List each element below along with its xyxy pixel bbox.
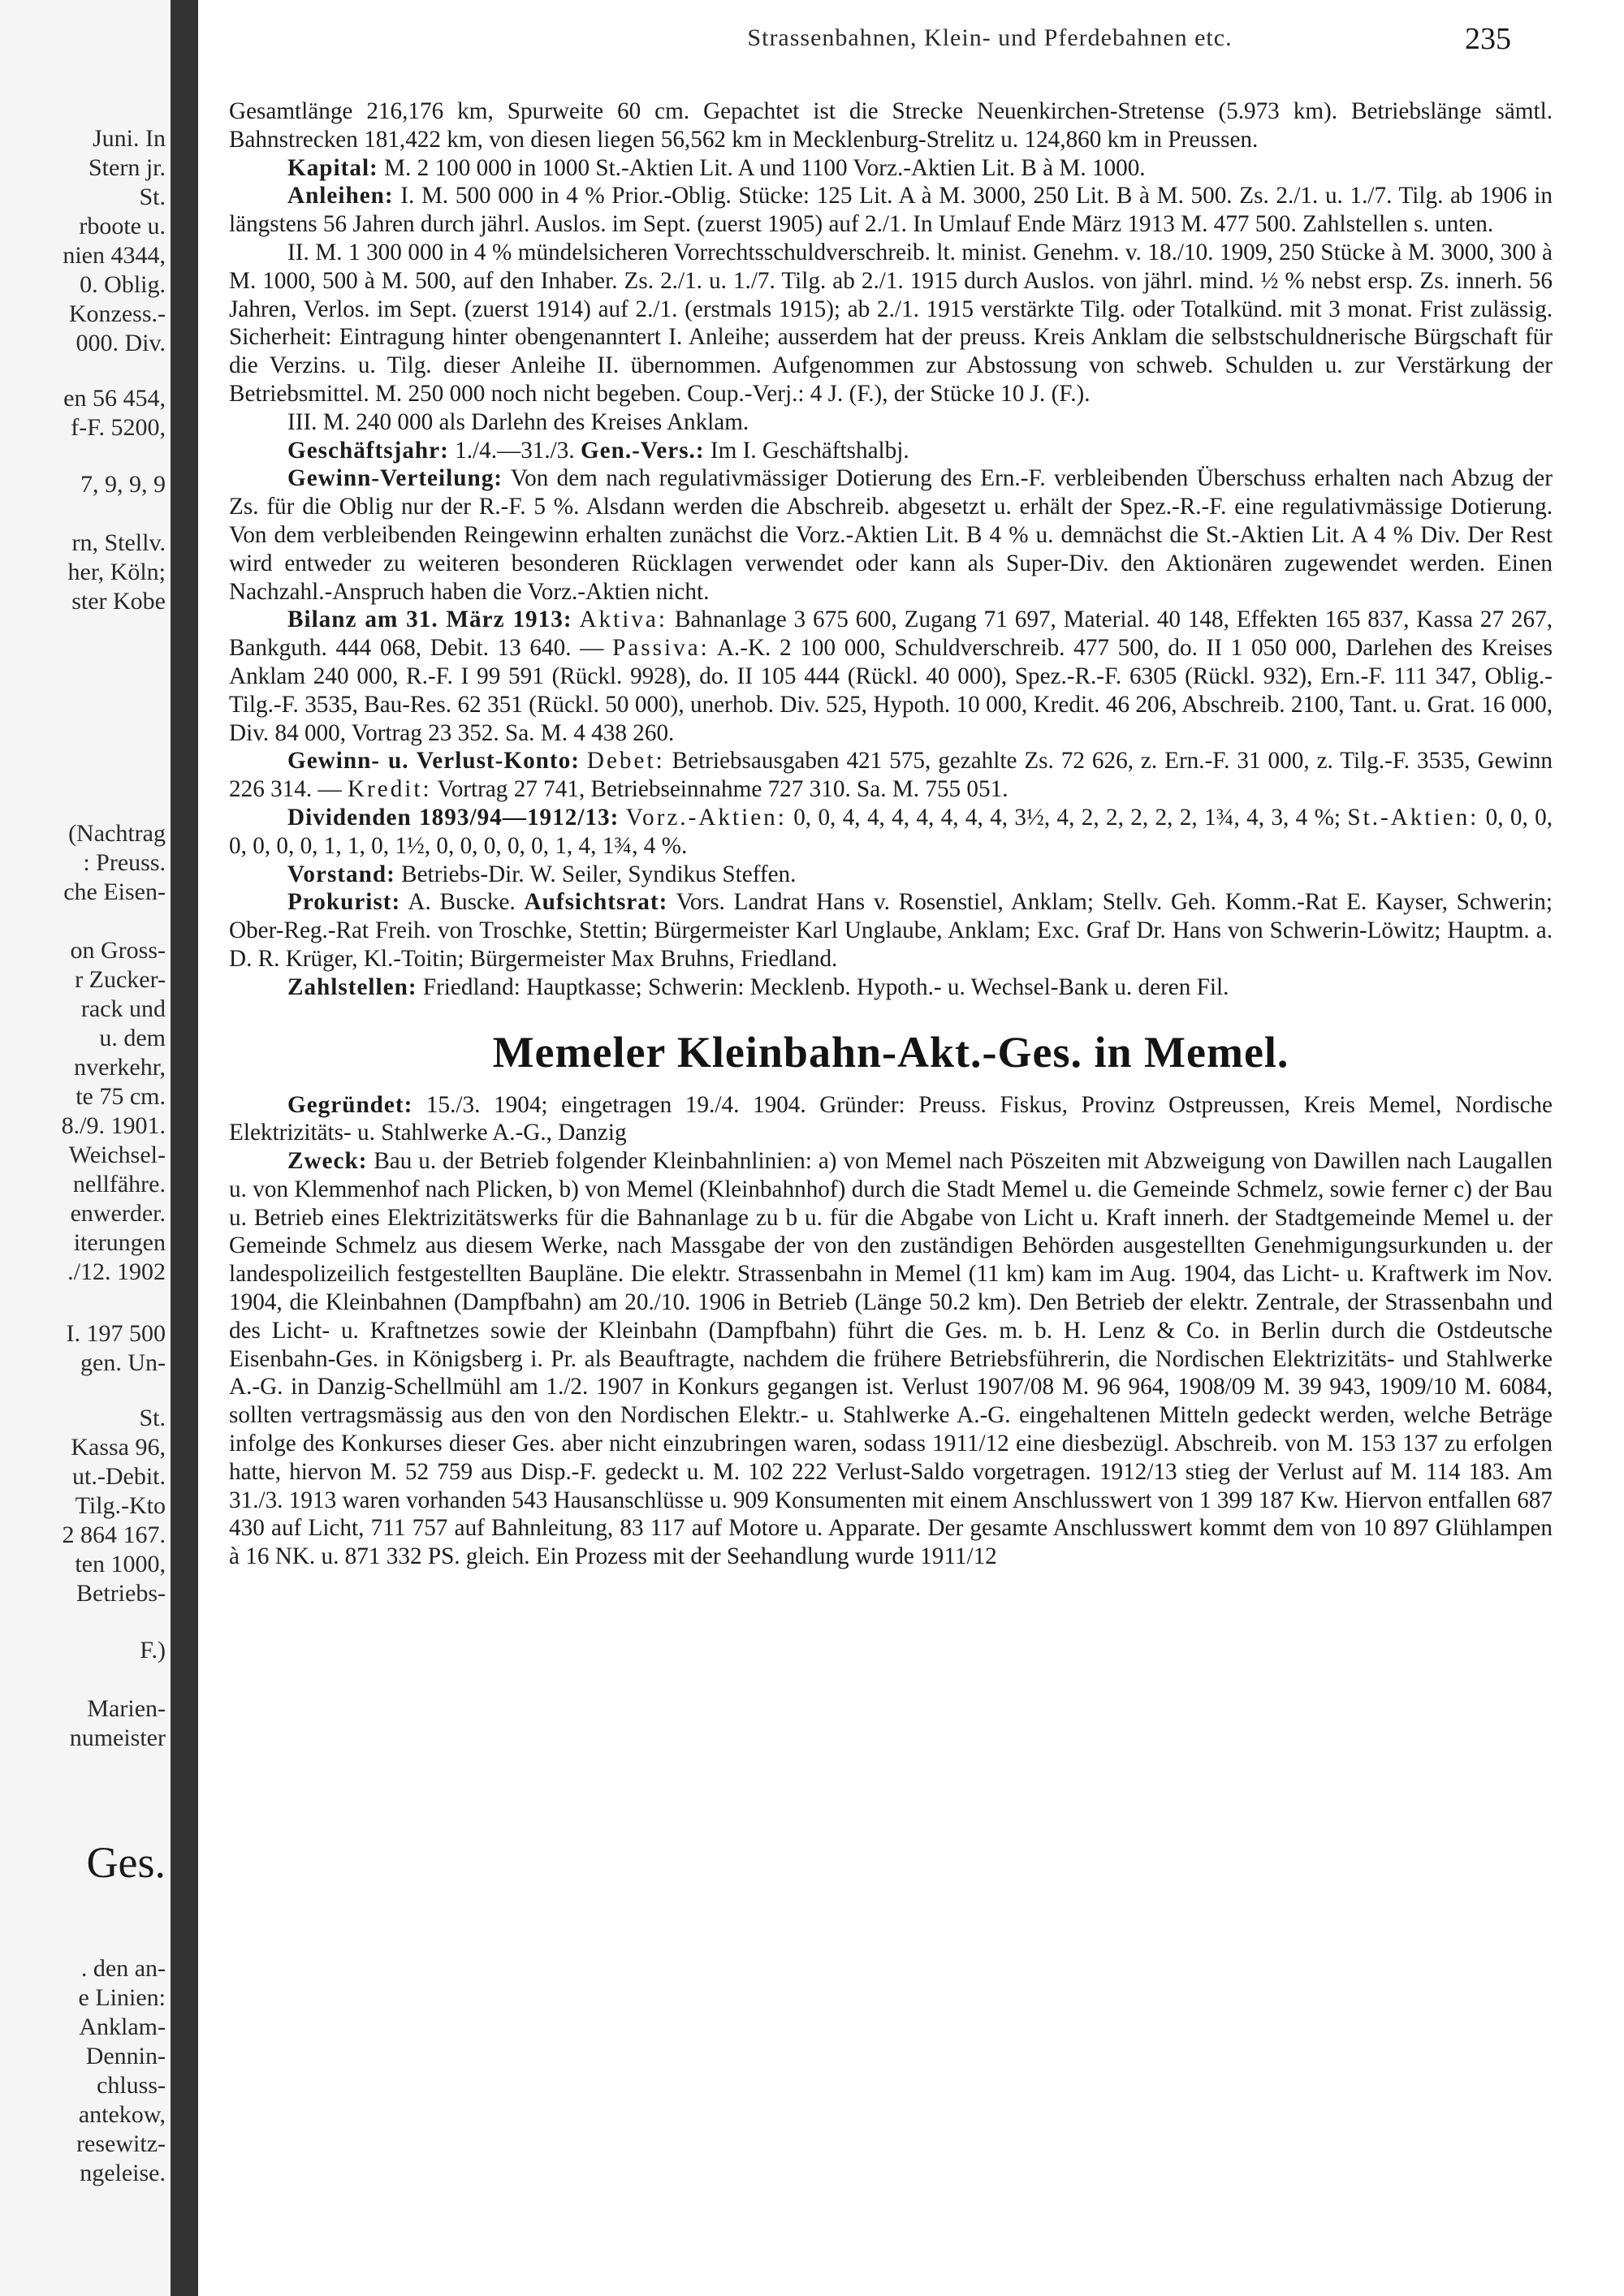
paragraph-anleihen-3: III. M. 240 000 als Darlehn des Kreises Anklam.	[287, 408, 749, 435]
label-genvers: Gen.-Vers.:	[580, 437, 705, 464]
prev-line: her, Köln;	[67, 559, 166, 585]
text-vorstand: Betriebs-Dir. W. Seiler, Syndikus Steffen.	[395, 861, 797, 887]
paragraph-anleihen-1	[229, 182, 1553, 239]
prev-line: rack und	[80, 995, 166, 1022]
label-gewinn-verlust: Gewinn- u. Verlust-Konto:	[287, 748, 580, 775]
prev-line: 7, 9, 9, 9	[80, 471, 166, 498]
page-number: 235	[1465, 22, 1511, 56]
text-guv-kredit: Vortrag 27 741, Betriebseinnahme 727 310. Sa. M. 755 051.	[431, 776, 1009, 803]
prev-line: Marien-	[87, 1695, 166, 1722]
label-kredit: Kredit:	[347, 776, 432, 803]
text-zahlstellen: Friedland: Hauptkasse; Schwerin: Mecklenb. Hypoth.- u. Wechsel-Bank u. deren Fil.	[417, 973, 1229, 1000]
prev-line: resewitz-	[76, 2130, 166, 2157]
prev-line: Weichsel-	[68, 1142, 166, 1168]
label-aktiva: Aktiva:	[579, 606, 667, 633]
paragraph-gewinn-verteilung	[229, 464, 1553, 606]
label-passiva: Passiva:	[612, 635, 710, 662]
paragraph-geschaeftsjahr	[229, 437, 1553, 465]
text-genvers: Im I. Geschäftshalbj.	[704, 437, 909, 464]
prev-line: 0. Oblig.	[80, 271, 166, 298]
prev-line: che Eisen-	[63, 878, 166, 905]
label-debet: Debet:	[586, 748, 665, 775]
text-bilanz-aktiva: Bahnanlage 3 675 600, Zugang 71 697, Material. 40 148, Effekten 165 837, Kassa 27 267, Bankguth. 444 068, Debit. 13 640. —	[229, 606, 1553, 662]
label-anleihen: Anleihen:	[287, 183, 394, 209]
label-vorz-aktien: Vorz.-Aktien:	[625, 804, 787, 831]
text-gegruendet: 15./3. 1904; eingetragen 19./4. 1904. Gründer: Preuss. Fiskus, Provinz Ostpreussen, Kreis Memel, Nordische Elektrizitäts- u. Stahlwerke A.-G., Danzig	[229, 1091, 1553, 1146]
label-aufsichtsrat: Aufsichtsrat:	[524, 889, 668, 916]
paragraph-anleihen-2: II. M. 1 300 000 in 4 % mündelsicheren Vorrechtsschuldverschreib. lt. minist. Genehm. v. 18./10. 1909, 250 Stücke à M. 3000, 300 à M. 1000, 500 à M. 500, auf den Inhaber. Zs. 2./1. u. 1./7. Tilg. ab 2./1. 1915 durch Auslos. von jährl. mind. ½ % nebst ersp. Zs. innerh. 56 Jahren, Verlos. im Sept. (zuerst 1914) auf 2./1. (erstmals 1915); ab 2./1. 1915 verstärkte Tilg. oder Totalkünd. mit 3 monat. Frist zulässig. Sicherheit: Eintragung hinter obengenanntert I. Anleihe; ausserdem hat der preuss. Kreis Anklam die selbstschuldnerische Bürgschaft für die Verzins. u. Tilg. dieser Anleihe II. übernommen. Aufgenommen zur Abstossung von schweb. Schulden u. zur Verstärkung der Betriebsmittel. M. 250 000 noch nicht begeben. Coup.-Verj.: 4 J. (F.), der Stücke 10 J. (F.).	[229, 239, 1553, 407]
prev-line: . den an-	[80, 1955, 166, 1982]
paragraph-bilanz	[229, 606, 1553, 747]
section-title: Memeler Kleinbahn-Akt.-Ges. in Memel.	[492, 1027, 1289, 1077]
text-div-st: 0, 0, 0, 0, 0, 0, 0, 1, 1, 0, 1½, 0, 0, 0, 0, 0, 1, 4, 1¾, 4 %.	[229, 804, 1553, 859]
prev-line: ./12. 1902	[67, 1258, 166, 1285]
prev-line: F.)	[140, 1637, 166, 1664]
text-div-vorz: 0, 0, 4, 4, 4, 4, 4, 4, 4, 3½, 4, 2, 2, 2, 2, 2, 1¾, 4, 3, 4 %;	[786, 804, 1348, 831]
prev-heading: Ges.	[86, 1838, 166, 1887]
label-zweck: Zweck:	[287, 1148, 368, 1175]
paragraph-vorstand	[229, 861, 1553, 889]
prev-line: Kassa 96,	[71, 1434, 166, 1461]
text-anleihen-1: I. M. 500 000 in 4 % Prior.-Oblig. Stücke: 125 Lit. A à M. 3000, 250 Lit. B à M. 500. Zs. 2./1. u. 1./7. Tilg. ab 1906 in längstens 56 Jahren durch jährl. Auslos. im Sept. (zuerst 1905) auf 2./1. In Umlauf Ende März 1913 M. 477 500. Zahlstellen s. unten.	[229, 183, 1553, 238]
prev-line: ster Kobe	[71, 588, 166, 615]
paragraph-gesamtlaenge: Gesamtlänge 216,176 km, Spurweite 60 cm. Gepachtet ist die Strecke Neuenkirchen-Stretense (5.973 km). Betriebslänge sämtl. Bahnstrecken 181,422 km, von diesen liegen 56,562 km in Mecklenburg-Strelitz u. 124,860 km in Preussen.	[229, 98, 1553, 153]
text-bilanz-passiva: A.-K. 2 100 000, Schuldverschreib. 477 500, do. II 1 050 000, Darlehen des Kreises Anklam 240 000, R.-F. I 99 591 (Rückl. 9928), do. II 105 444 (Rückl. 40 000), Spez.-R.-F. 6305 (Rückl. 932), Ern.-F. 111 347, Oblig.-Tilg.-F. 3535, Bau-Res. 62 351 (Rückl. 50 000), unerhob. Div. 525, Hypoth. 10 000, Kredit. 46 206, Abschreib. 2100, Tant. u. Grat. 16 000, Div. 84 000, Vortrag 23 352. Sa. M. 4 438 260.	[229, 635, 1553, 746]
prev-line: Betriebs-	[76, 1580, 166, 1607]
prev-line: r Zucker-	[75, 966, 166, 993]
page-content	[198, 0, 1624, 2296]
label-vorstand: Vorstand:	[287, 861, 395, 887]
label-gegruendet: Gegründet:	[287, 1091, 413, 1118]
prev-line: Stern jr.	[89, 154, 166, 181]
prev-line: te 75 cm.	[76, 1083, 166, 1110]
paragraph-dividenden	[229, 804, 1553, 861]
label-kapital: Kapital:	[287, 154, 378, 181]
text-guv-debet: Betriebsausgaben 421 575, gezahlte Zs. 72 626, z. Ern.-F. 31 000, z. Tilg.-F. 3535, Gewinn 226 314. —	[229, 748, 1553, 803]
label-zahlstellen: Zahlstellen:	[287, 973, 417, 1000]
label-dividenden: Dividenden 1893/94—1912/13:	[287, 804, 620, 831]
prev-line: St.	[139, 1405, 166, 1431]
body-text	[229, 97, 1553, 1571]
prev-line: (Nachtrag	[68, 820, 166, 847]
prev-line: ut.-Debit.	[72, 1463, 166, 1490]
paragraph-gegruendet	[229, 1091, 1553, 1148]
text-aufsichtsrat: Vors. Landrat Hans v. Rosenstiel, Anklam; Stellv. Geh. Komm.-Rat E. Kayser, Schwerin; Ober-Reg.-Rat Freih. von Troschke, Stettin; Bürgermeister Karl Unglaube, Anklam; Exc. Graf Dr. Hans von Schwerin-Löwitz; Hauptm. a. D. R. Krüger, Kl.-Toitin; Bürgermeister Max Bruhns, Friedland.	[229, 889, 1553, 972]
label-geschaeftsjahr: Geschäftsjahr:	[287, 437, 449, 464]
prev-line: enwerder.	[70, 1200, 166, 1227]
prev-line: rboote u.	[79, 213, 166, 240]
paragraph-prokurist	[229, 888, 1553, 973]
prev-line: on Gross-	[70, 937, 166, 964]
prev-line: nverkehr,	[74, 1054, 166, 1081]
prev-line: St.	[139, 183, 166, 210]
previous-page-fragment	[0, 0, 171, 2296]
prev-line: Dennin-	[85, 2043, 166, 2069]
prev-line: nellfähre.	[72, 1171, 166, 1198]
text-gewinn-verteilung: Von dem nach regulativmässiger Dotierung des Ern.-F. verbleibenden Überschuss erhalten nach Abzug der Zs. für die Oblig nur der R.-F. 5 %. Alsdann werden die Abschreib. abgesetzt u. erhält der Spez.-R.-F. eine regulativmässige Dotierung. Von dem verbleibenden Reingewinn erhalten zunächst die Vorz.-Aktien Lit. B 4 % u. demnächst die St.-Aktien Lit. A 4 % Div. Der Rest wird entweder zu weiteren besonderen Rücklagen verwendet oder kann als Super-Div. den Aktionären zugewendet werden. Einen Nachzahl.-Anspruch haben die Vorz.-Aktien nicht.	[229, 465, 1553, 605]
paragraph-kapital	[229, 154, 1553, 183]
running-head: Strassenbahnen, Klein- und Pferdebahnen etc.	[747, 24, 1233, 51]
prev-line: e Linien:	[78, 1984, 166, 2011]
prev-line: Anklam-	[79, 2013, 166, 2040]
paragraph-gewinn-verlust	[229, 747, 1553, 804]
text-zweck: Bau u. der Betrieb folgender Kleinbahnlinien: a) von Memel nach Pöszeiten mit Abzweigung von Dawillen nach Laugallen u. von Klemmenhof nach Plicken, b) von Memel (Kleinbahnhof) durch die Stadt Memel u. die Gemeinde Schmelz, sowie ferner c) der Bau u. Betrieb eines Elektrizitätswerks für die Bahnanlage zu b u. für die Abgabe von Licht u. Kraft innerh. der Stadtgemeinde Memel u. der Gemeinde Schmelz aus diesem Werke, nach Massgabe der von den zuständigen Behörden ausgestellten Genehmigungsurkunden u. der landespolizeilich festgestellten Baupläne. Die elektr. Strassenbahn in Memel (11 km) kam im Aug. 1904, das Licht- u. Kraftwerk im Nov. 1904, die Kleinbahnen (Dampfbahn) am 20./10. 1906 in Betrieb (Länge 50.2 km). Den Betrieb der elektr. Zentrale, der Strassenbahn und des Licht- u. Kraftnetzes sowie der Kleinbahn (Dampfbahn) führt die Ges. m. b. H. Lenz & Co. in Berlin durch die Ostdeutsche Eisenbahn-Ges. in Königsberg i. Pr. als Beauftragte, nachdem die frühere Betriebsführerin, die Nordischen Elektrizitäts- und Stahlwerke A.-G. in Danzig-Schellmühl am 1./2. 1907 in Konkurs gegangen ist. Verlust 1907/08 M. 96 964, 1908/09 M. 39 943, 1909/10 M. 6084, sollten vertragsmässig aus den von den Nordischen Elektr.- u. Stahlwerke A.-G. eingehaltenen Mitteln gedeckt werden, welche Beträge infolge des Konkurses dieser Ges. aber nicht einzubringen waren, sodass 1911/12 eine diesbezügl. Abschreib. von M. 153 137 zu erfolgen hatte, hiervon M. 52 759 aus Disp.-F. gedeckt u. M. 102 222 Verlust-Saldo vorgetragen. 1912/13 stieg der Verlust auf M. 114 183. Am 31./3. 1913 waren vorhanden 543 Hausanschlüsse u. 909 Konsumenten mit einem Anschlusswert von 1 399 187 Kw. Hiervon entfallen 687 430 auf Licht, 711 757 auf Bahnleitung, 83 117 auf Motore u. Apparate. Der gesamte Anschlusswert kommt dem von 10 897 Glühlampen à 16 NK. u. 871 332 PS. gleich. Ein Prozess mit der Seehandlung wurde 1911/12	[229, 1148, 1553, 1570]
prev-line: ngeleise.	[80, 2160, 166, 2186]
prev-line: rn, Stellv.	[71, 529, 166, 556]
prev-line: I. 197 500	[66, 1320, 166, 1347]
book-binding	[171, 0, 198, 2296]
text-prokurist: A. Buscke.	[400, 889, 525, 916]
prev-line: u. dem	[99, 1025, 166, 1051]
label-gewinn-verteilung: Gewinn-Verteilung:	[287, 465, 503, 492]
prev-line: Juni. In	[93, 125, 166, 152]
prev-line: f-F. 5200,	[71, 414, 166, 441]
prev-line: 8./9. 1901.	[61, 1112, 166, 1139]
prev-line: ten 1000,	[75, 1551, 166, 1577]
label-bilanz: Bilanz am 31. März 1913:	[287, 606, 572, 633]
prev-line: 000. Div.	[76, 330, 166, 356]
paragraph-zahlstellen	[229, 973, 1553, 1002]
paragraph-zweck	[229, 1147, 1553, 1571]
prev-line: Konzess.-	[68, 300, 166, 327]
prev-line: numeister	[69, 1724, 166, 1751]
prev-line: antekow,	[78, 2101, 166, 2128]
label-st-aktien: St.-Aktien:	[1347, 804, 1479, 831]
prev-line: en 56 454,	[63, 385, 166, 412]
prev-line: chluss-	[97, 2072, 166, 2099]
prev-line: Tilg.-Kto	[75, 1492, 166, 1519]
prev-line: gen. Un-	[80, 1349, 166, 1376]
prev-line: : Preuss.	[83, 849, 166, 876]
prev-line: 2 864 167.	[62, 1521, 166, 1548]
text-geschaeftsjahr: 1./4.—31./3.	[448, 437, 581, 464]
text-kapital: M. 2 100 000 in 1000 St.-Aktien Lit. A und 1100 Vorz.-Aktien Lit. B à M. 1000.	[378, 154, 1146, 181]
prev-line: iterungen	[73, 1229, 166, 1256]
prev-line: nien 4344,	[63, 242, 166, 269]
label-prokurist: Prokurist:	[287, 889, 401, 916]
